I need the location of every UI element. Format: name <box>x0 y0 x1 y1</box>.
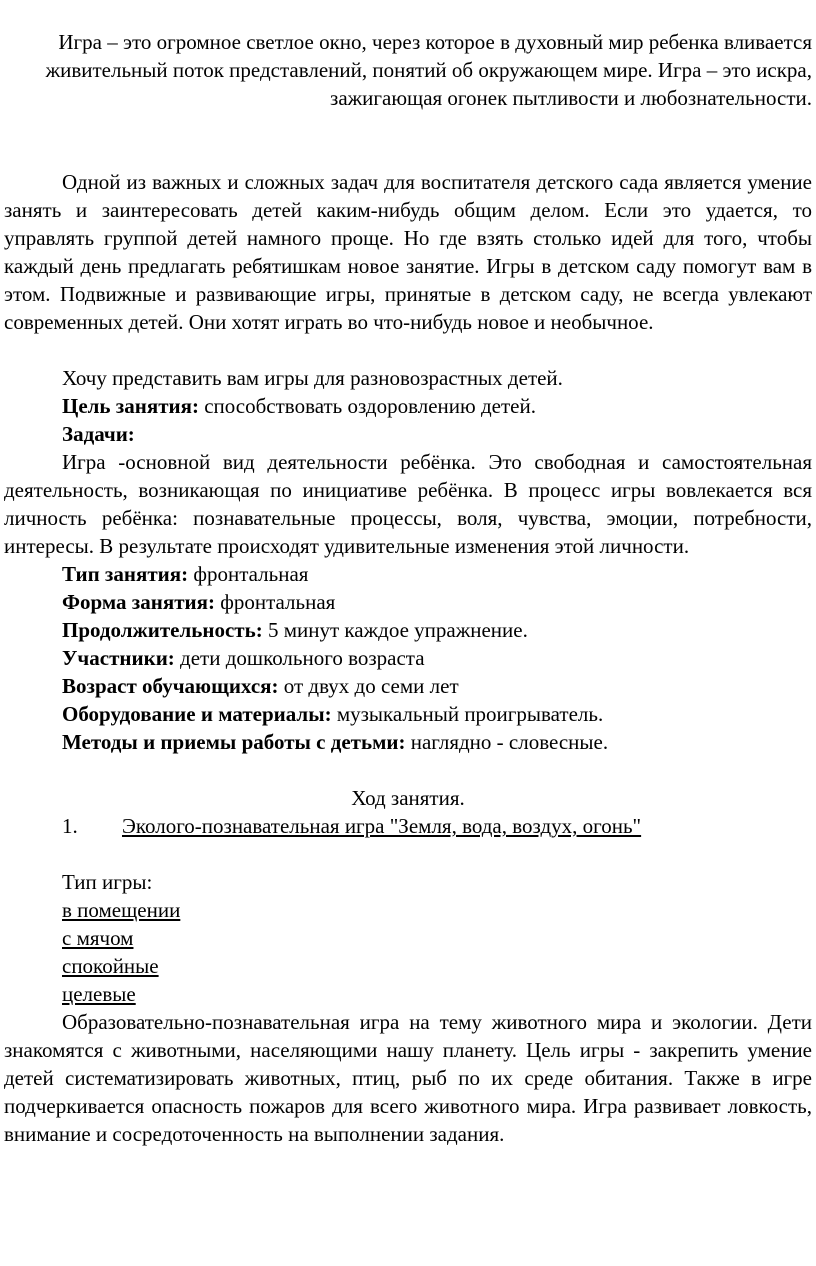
tasks-label: Задачи: <box>62 422 135 446</box>
goal-label: Цель занятия: <box>62 394 199 418</box>
tasks-paragraph: Игра -основной вид деятельности ребёнка. Это свободная и самостоятельная деятельность, возникающая по инициативе ребёнка. В процесс игры вовлекается вся личность ребёнка: познавательные процессы, воля, чувства, эмоции, потребности, интересы. В результате происходят удивительные изменения этой личности. <box>4 450 812 558</box>
game-type-item: спокойные <box>62 954 159 978</box>
course-heading: Ход занятия. <box>351 786 465 810</box>
field-label: Продолжительность: <box>62 618 263 642</box>
field-label: Участники: <box>62 646 175 670</box>
spacer <box>4 112 812 168</box>
field-type <box>4 560 812 588</box>
field-value: 5 минут каждое упражнение. <box>262 618 528 642</box>
field-duration <box>4 616 812 644</box>
field-equipment <box>4 700 812 728</box>
field-form <box>4 588 812 616</box>
field-value: от двух до семи лет <box>278 674 459 698</box>
spacer <box>4 756 812 784</box>
field-label: Тип занятия: <box>62 562 189 586</box>
game-type-item: с мячом <box>62 926 134 950</box>
intro-paragraph: Одной из важных и сложных задач для воспитателя детского сада является умение занять и заинтересовать детей каким-нибудь общим делом. Если это удается, то управлять группой детей намного проще. Но где взять столько идей для того, чтобы каждый день предлагать ребятишкам новое занятие. Игры в детском саду помогут вам в этом. Подвижные и развивающие игры, принятые в детском саду, не всегда увлекают современных детей. Они хотят играть во что-нибудь новое и необычное. <box>4 170 812 334</box>
spacer <box>4 840 812 868</box>
game-type-item: целевые <box>62 982 136 1006</box>
field-value: наглядно - словесные. <box>405 730 609 754</box>
list-number: 1. <box>62 814 78 838</box>
field-label: Методы и приемы работы с детьми: <box>62 730 406 754</box>
field-methods <box>4 728 812 756</box>
game-type-label: Тип игры: <box>62 870 153 894</box>
field-participants <box>4 644 812 672</box>
game-list-item <box>4 812 812 840</box>
game-title: Эколого-познавательная игра "Земля, вода, воздух, огонь" <box>122 814 642 838</box>
epigraph: Игра – это огромное светлое окно, через которое в духовный мир ребенка вливается живительный поток представлений, понятий об окружающем мире. Игра – это искра, зажигающая огонек пытливости и любознательности. <box>45 30 812 110</box>
field-value: фронтальная <box>214 590 336 614</box>
field-value: фронтальная <box>188 562 309 586</box>
field-label: Возраст обучающихся: <box>62 674 279 698</box>
field-value: дети дошкольного возраста <box>174 646 425 670</box>
game-type-item: в помещении <box>62 898 181 922</box>
lesson-fields <box>4 560 812 756</box>
game-description: Образовательно-познавательная игра на тему животного мира и экологии. Дети знакомятся с животными, населяющими нашу планету. Цель игры - закрепить умение детей систематизировать животных, птиц, рыб по их среде обитания. Также в игре подчеркивается опасность пожаров для всего животного мира. Игра развивает ловкость, внимание и сосредоточенность на выполнении задания. <box>4 1010 812 1146</box>
field-value: музыкальный проигрыватель. <box>331 702 604 726</box>
spacer <box>4 336 812 364</box>
goal-line <box>4 392 812 420</box>
field-age <box>4 672 812 700</box>
present-line: Хочу представить вам игры для разновозрастных детей. <box>62 366 563 390</box>
field-label: Оборудование и материалы: <box>62 702 332 726</box>
field-label: Форма занятия: <box>62 590 215 614</box>
tasks-heading <box>4 420 812 448</box>
goal-value: способствовать оздоровлению детей. <box>198 394 536 418</box>
